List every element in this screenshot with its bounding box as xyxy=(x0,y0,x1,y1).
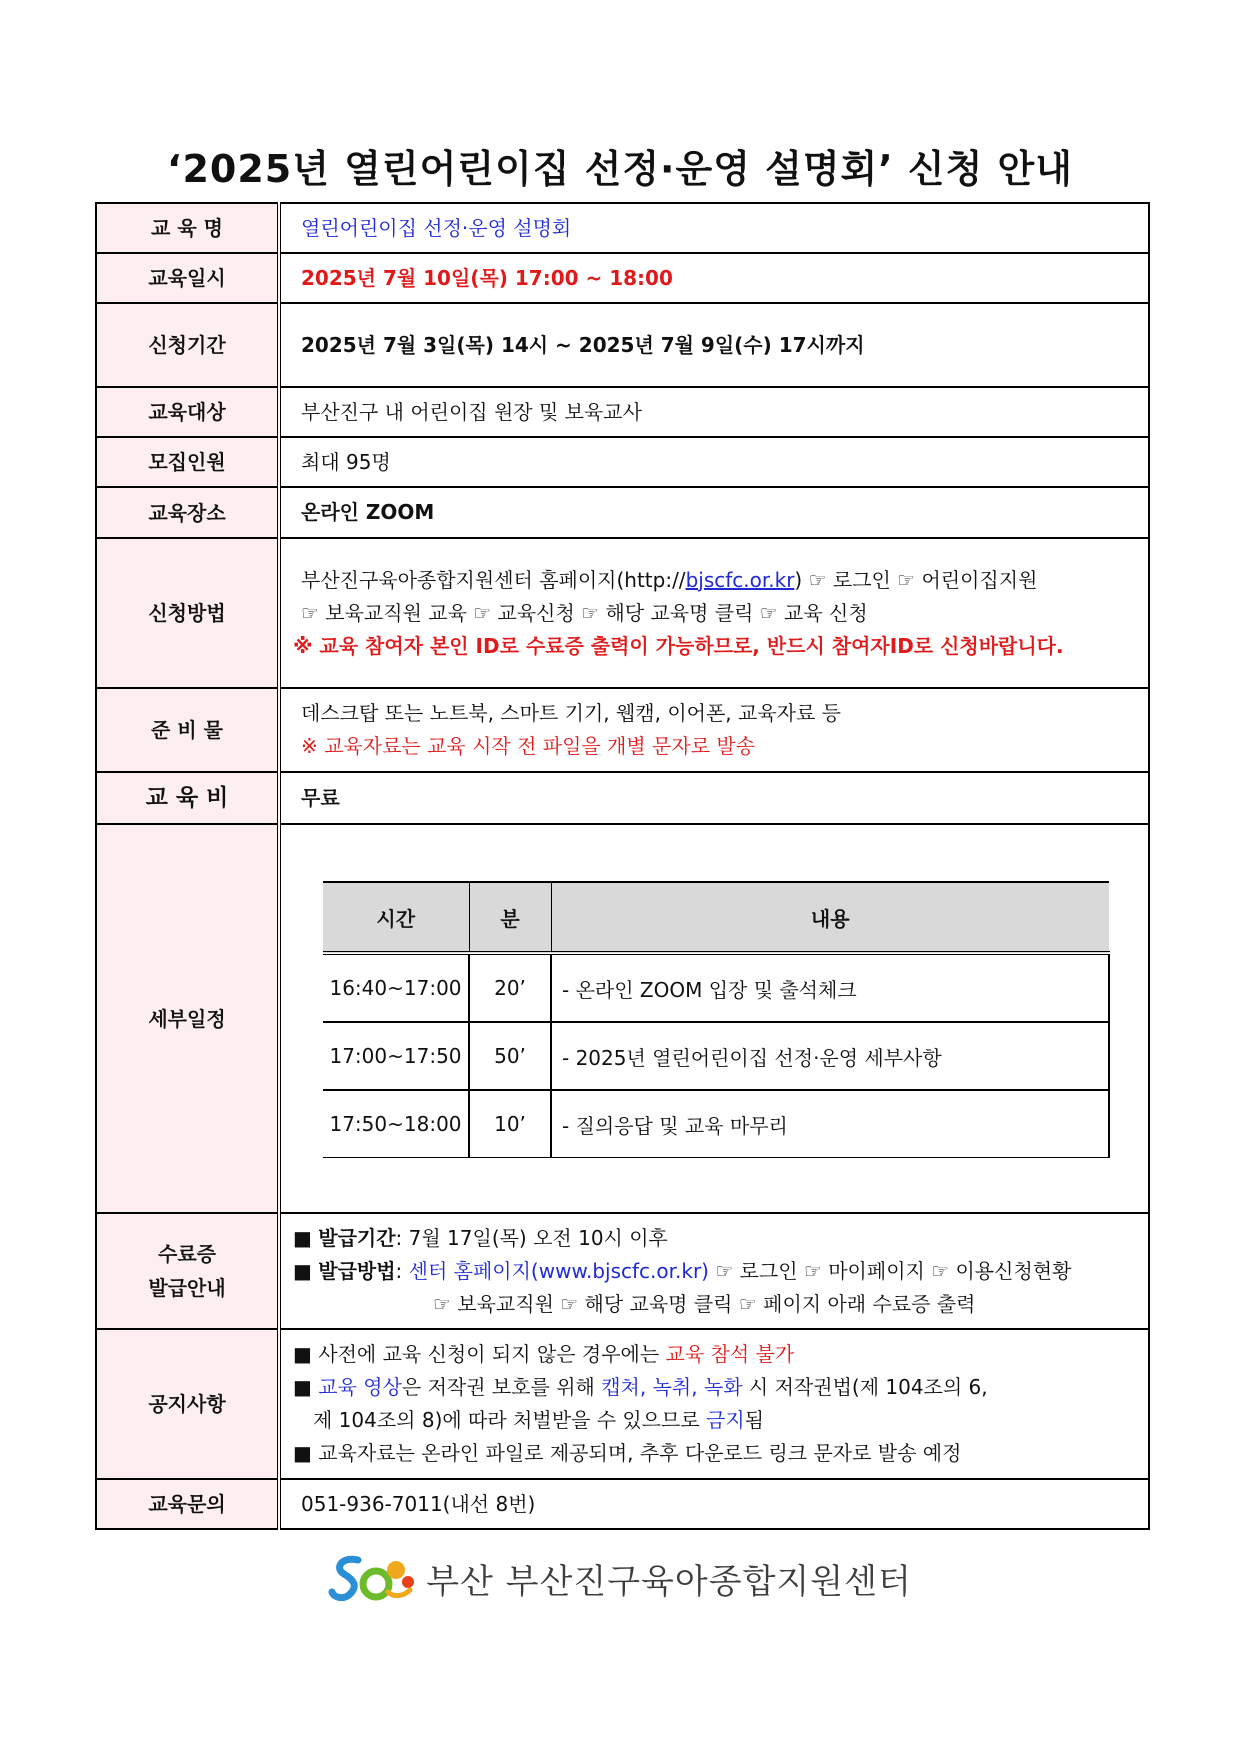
row-prep xyxy=(96,688,1149,772)
schedule-content: - 2025년 열린어린이집 선정·운영 세부사항 xyxy=(551,1022,1109,1090)
edu-name-label: 교 육 명 xyxy=(96,203,279,253)
table-row xyxy=(323,1022,1109,1090)
cert-method-rest: ☞ 로그인 ☞ 마이페이지 ☞ 이용신청현황 xyxy=(708,1258,1072,1283)
prep-label: 준 비 물 xyxy=(96,688,279,772)
footer xyxy=(0,1552,1240,1608)
row-apply-period xyxy=(96,303,1149,387)
row-edu-name xyxy=(96,203,1149,253)
schedule-header-row xyxy=(323,882,1109,953)
notice-line1 xyxy=(293,1338,1148,1371)
cert-homepage-link[interactable]: 센터 홈페이지(www.bjscfc.or.kr) xyxy=(408,1258,709,1283)
notice-l2-post: 시 저작권법(제 104조의 6, xyxy=(742,1375,988,1399)
schedule-header-time: 시간 xyxy=(323,882,469,953)
place-value: 온라인 ZOOM xyxy=(279,487,1149,538)
row-cert xyxy=(96,1213,1149,1329)
bullet-icon: ■ xyxy=(293,1375,312,1399)
notice-l2-blue2: 캡쳐, 녹취, 녹화 xyxy=(601,1375,743,1399)
apply-period-value: 2025년 7월 3일(목) 14시 ~ 2025년 7월 9일(수) 17시까지 xyxy=(279,303,1149,387)
edu-name-value: 열린어린이집 선정·운영 설명회 xyxy=(279,203,1149,253)
cert-value xyxy=(279,1213,1149,1329)
cert-period-value: : 7월 17일(목) 오전 10시 이후 xyxy=(395,1225,668,1250)
method-line1 xyxy=(293,564,1148,597)
target-label: 교육대상 xyxy=(96,387,279,437)
schedule-cell xyxy=(279,824,1149,1213)
homepage-link[interactable]: bjscfc.or.kr xyxy=(685,567,795,592)
notice-l4-text: 교육자료는 온라인 파일로 제공되며, 추후 다운로드 링크 문자로 발송 예정 xyxy=(318,1441,962,1465)
schedule-time: 16:40~17:00 xyxy=(323,953,469,1022)
method-line1-suffix: ) ☞ 로그인 ☞ 어린이집지원 xyxy=(794,567,1038,592)
fee-value: 무료 xyxy=(279,772,1149,824)
schedule-label: 세부일정 xyxy=(96,824,279,1213)
method-value xyxy=(279,538,1149,688)
edu-date-value: 2025년 7월 10일(목) 17:00 ~ 18:00 xyxy=(279,253,1149,303)
bullet-icon: ■ xyxy=(293,1258,312,1283)
cert-method xyxy=(293,1255,1148,1288)
cert-period-label: 발급기간 xyxy=(318,1225,396,1250)
method-line1-prefix: 부산진구육아종합지원센터 홈페이지(http:// xyxy=(301,567,686,592)
row-fee xyxy=(96,772,1149,824)
bullet-icon: ■ xyxy=(293,1441,312,1465)
schedule-header-content: 내용 xyxy=(551,882,1109,953)
schedule-min: 10’ xyxy=(469,1090,551,1158)
cert-label-line2: 발급안내 xyxy=(148,1276,226,1300)
notice-l2-blue1: 교육 영상 xyxy=(318,1375,402,1399)
notice-l3-blue: 금지 xyxy=(706,1408,745,1432)
row-schedule xyxy=(96,824,1149,1213)
contact-label: 교육문의 xyxy=(96,1479,279,1529)
prep-line2: ※ 교육자료는 교육 시작 전 파일을 개별 문자로 발송 xyxy=(301,734,756,758)
method-label: 신청방법 xyxy=(96,538,279,688)
notice-line3 xyxy=(293,1404,1148,1437)
target-value: 부산진구 내 어린이집 원장 및 보육교사 xyxy=(279,387,1149,437)
notice-l2-mid: 은 저작권 보호를 위해 xyxy=(401,1375,602,1399)
page-title: ‘2025년 열린어린이집 선정·운영 설명회’ 신청 안내 xyxy=(167,147,1073,191)
row-contact xyxy=(96,1479,1149,1529)
notice-l1-red: 교육 참석 불가 xyxy=(665,1342,795,1366)
cert-label-line1: 수료증 xyxy=(158,1242,216,1266)
schedule-content: - 질의응답 및 교육 마무리 xyxy=(551,1090,1109,1158)
notice-line4 xyxy=(293,1437,1148,1470)
edu-date-label: 교육일시 xyxy=(96,253,279,303)
table-row xyxy=(323,953,1109,1022)
place-label: 교육장소 xyxy=(96,487,279,538)
info-table xyxy=(95,202,1150,1530)
notice-l1-text: 사전에 교육 신청이 되지 않은 경우에는 xyxy=(318,1342,666,1366)
cert-method-colon: : xyxy=(395,1258,409,1283)
schedule-content: - 온라인 ZOOM 입장 및 출석체크 xyxy=(551,953,1109,1022)
schedule-time: 17:50~18:00 xyxy=(323,1090,469,1158)
method-line2: ☞ 보육교직원 교육 ☞ 교육신청 ☞ 해당 교육명 클릭 ☞ 교육 신청 xyxy=(301,600,868,625)
notice-line2 xyxy=(293,1371,1148,1404)
schedule-min: 50’ xyxy=(469,1022,551,1090)
row-place xyxy=(96,487,1149,538)
center-logo-icon xyxy=(328,1552,416,1604)
cert-label xyxy=(96,1213,279,1329)
contact-value: 051-936-7011(내선 8번) xyxy=(279,1479,1149,1529)
notice-label: 공지사항 xyxy=(96,1329,279,1479)
method-notice: ※ 교육 참여자 본인 ID로 수료증 출력이 가능하므로, 반드시 참여자ID로 신청바랍니다. xyxy=(293,633,1064,658)
fee-label: 교 육 비 xyxy=(96,772,279,824)
prep-value xyxy=(279,688,1149,772)
notice-l3-pre: 제 104조의 8)에 따라 처벌받을 수 있으므로 xyxy=(313,1408,707,1432)
cert-method-line2: ☞ 보육교직원 ☞ 해당 교육명 클릭 ☞ 페이지 아래 수료증 출력 xyxy=(433,1291,976,1316)
row-target xyxy=(96,387,1149,437)
schedule-header-min: 분 xyxy=(469,882,551,953)
table-row xyxy=(323,1090,1109,1158)
apply-period-label: 신청기간 xyxy=(96,303,279,387)
notice-l3-post: 됨 xyxy=(744,1408,764,1432)
schedule-time: 17:00~17:50 xyxy=(323,1022,469,1090)
schedule-table xyxy=(323,881,1110,1158)
row-notice xyxy=(96,1329,1149,1479)
prep-line1: 데스크탑 또는 노트북, 스마트 기기, 웹캠, 이어폰, 교육자료 등 xyxy=(301,701,841,725)
schedule-min: 20’ xyxy=(469,953,551,1022)
recruit-label: 모집인원 xyxy=(96,437,279,487)
cert-method-label: 발급방법 xyxy=(318,1258,396,1283)
row-method xyxy=(96,538,1149,688)
footer-center-name: 부산 부산진구육아종합지원센터 xyxy=(426,1561,912,1602)
row-recruit xyxy=(96,437,1149,487)
recruit-value: 최대 95명 xyxy=(279,437,1149,487)
bullet-icon: ■ xyxy=(293,1342,312,1366)
cert-period xyxy=(293,1222,1148,1255)
bullet-icon: ■ xyxy=(293,1225,312,1250)
row-edu-date xyxy=(96,253,1149,303)
notice-value xyxy=(279,1329,1149,1479)
